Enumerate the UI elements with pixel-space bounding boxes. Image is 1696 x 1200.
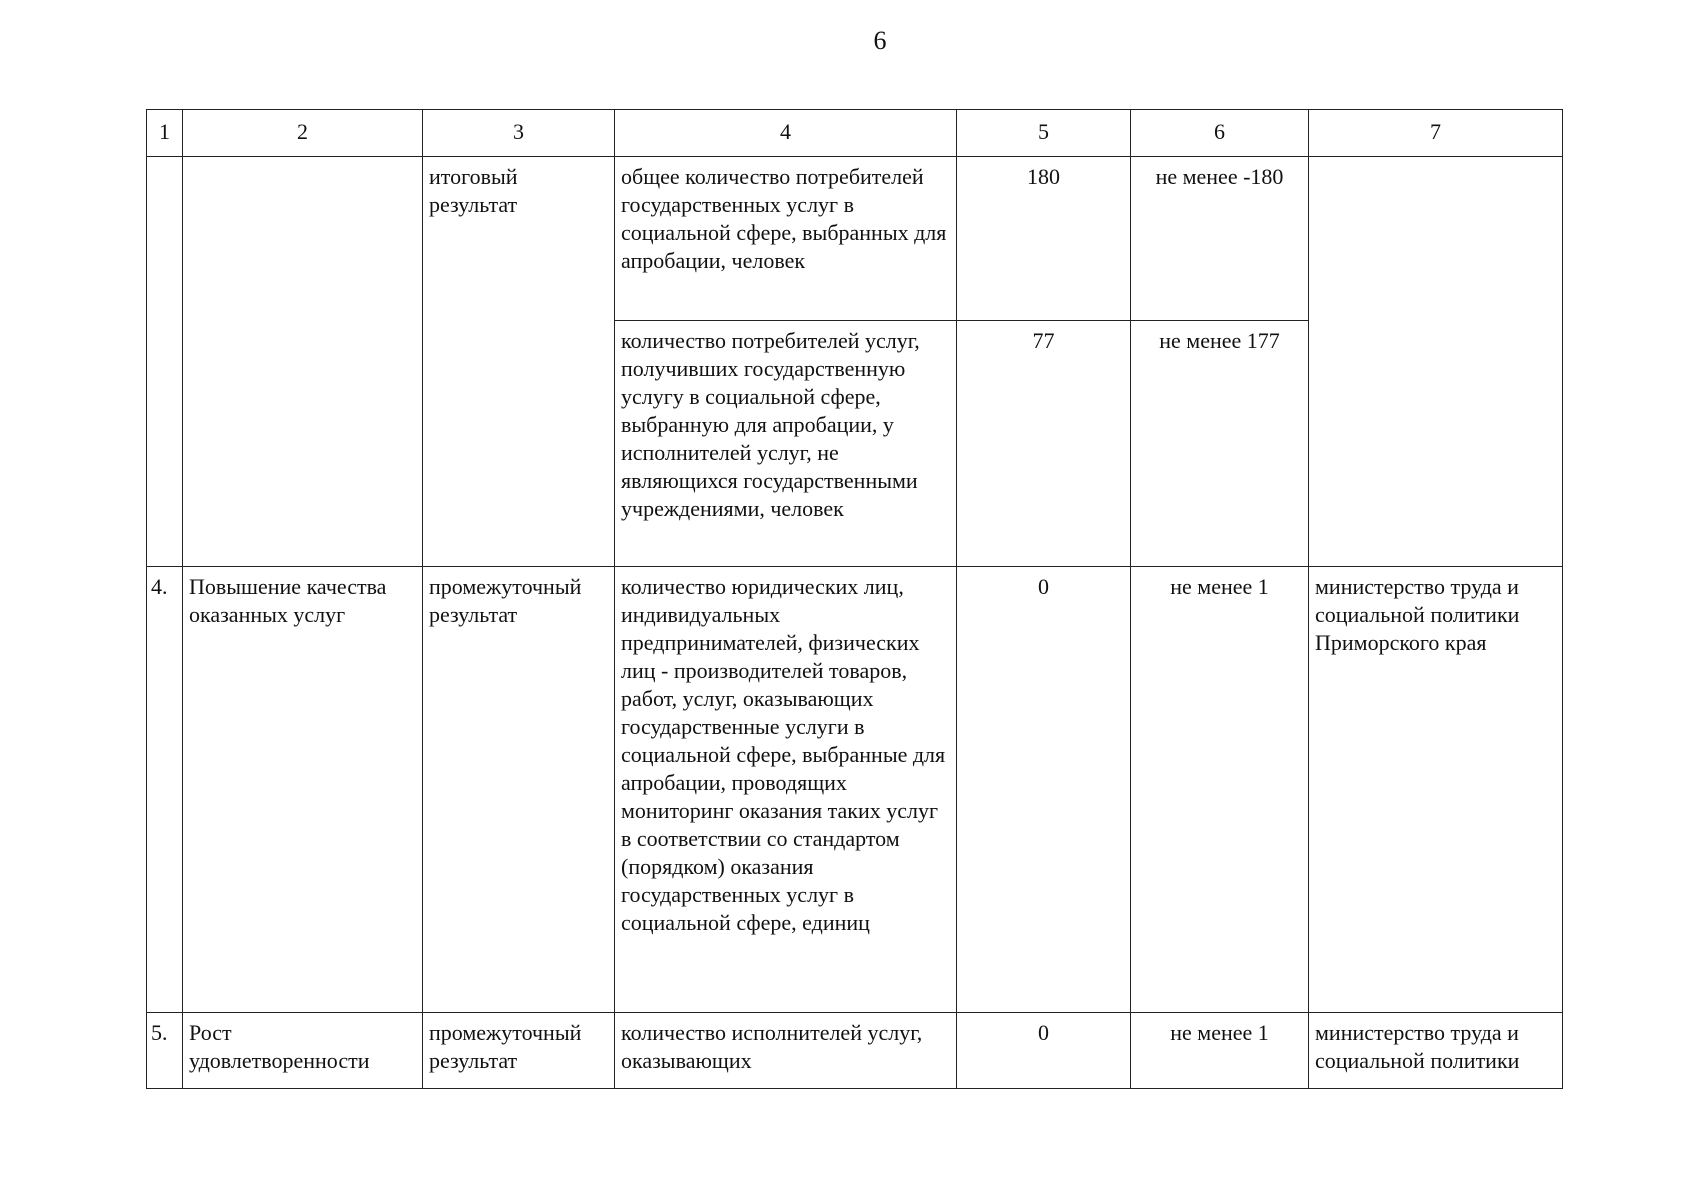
target-value-cell: не менее 1 bbox=[1131, 1013, 1309, 1089]
results-table bbox=[146, 109, 1563, 1089]
table-row bbox=[147, 157, 1563, 321]
header-cell-2: 2 bbox=[183, 110, 423, 157]
header-cell-4: 4 bbox=[615, 110, 957, 157]
target-value-cell: не менее 1 bbox=[1131, 567, 1309, 1013]
header-cell-5: 5 bbox=[957, 110, 1131, 157]
result-type-cell: итоговый результат bbox=[423, 157, 615, 567]
row-number-cell: 4. bbox=[147, 567, 183, 1013]
result-type-cell: промежуточный результат bbox=[423, 1013, 615, 1089]
responsible-cell: министерство труда и социальной политики bbox=[1309, 1013, 1563, 1089]
header-cell-6: 6 bbox=[1131, 110, 1309, 157]
base-value-cell: 0 bbox=[957, 1013, 1131, 1089]
indicator-cell: общее количество потребителей государственных услуг в социальной сфере, выбранных для апробации, человек bbox=[615, 157, 957, 321]
responsible-cell bbox=[1309, 157, 1563, 567]
header-cell-1: 1 bbox=[147, 110, 183, 157]
table-header-row bbox=[147, 110, 1563, 157]
task-cell: Рост удовлетворенности bbox=[183, 1013, 423, 1089]
table-row bbox=[147, 567, 1563, 1013]
row-number-cell bbox=[147, 157, 183, 567]
header-cell-3: 3 bbox=[423, 110, 615, 157]
target-value-cell: не менее 177 bbox=[1131, 321, 1309, 567]
base-value-cell: 0 bbox=[957, 567, 1131, 1013]
header-cell-7: 7 bbox=[1309, 110, 1563, 157]
table-row bbox=[147, 1013, 1563, 1089]
result-type-cell: промежуточный результат bbox=[423, 567, 615, 1013]
page-number: 6 bbox=[873, 26, 887, 55]
task-cell bbox=[183, 157, 423, 567]
target-value-cell: не менее -180 bbox=[1131, 157, 1309, 321]
indicator-cell: количество исполнителей услуг, оказывающих bbox=[615, 1013, 957, 1089]
base-value-cell: 77 bbox=[957, 321, 1131, 567]
indicator-cell: количество юридических лиц, индивидуальных предпринимателей, физических лиц - производителей товаров, работ, услуг, оказывающих государственные услуги в социальной сфере, выбранные для апробации, проводящих мониторинг оказания таких услуг в соответствии со стандартом (порядком) оказания государственных услуг в социальной сфере, единиц bbox=[615, 567, 957, 1013]
row-number-cell: 5. bbox=[147, 1013, 183, 1089]
indicator-cell: количество потребителей услуг, получивших государственную услугу в социальной сфере, выбранную для апробации, у исполнителей услуг, не являющихся государственными учреждениями, человек bbox=[615, 321, 957, 567]
responsible-cell: министерство труда и социальной политики Приморского края bbox=[1309, 567, 1563, 1013]
task-cell: Повышение качества оказанных услуг bbox=[183, 567, 423, 1013]
base-value-cell: 180 bbox=[957, 157, 1131, 321]
